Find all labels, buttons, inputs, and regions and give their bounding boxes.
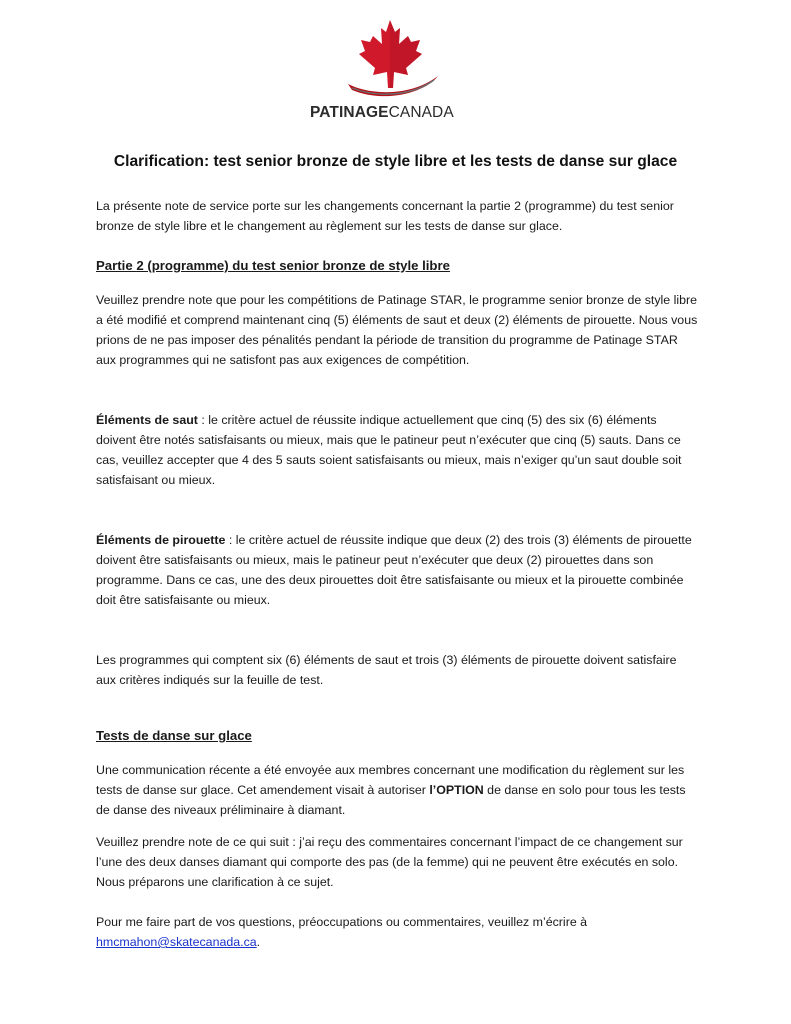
page-title: Clarification: test senior bronze de style libre et les tests de danse sur glace bbox=[113, 153, 678, 170]
requirements-paragraph: Les programmes qui comptent six (6) éléments de saut et trois (3) éléments de pirouette doivent satisfaire aux critères indiqués sur la feuille de test. bbox=[96, 653, 677, 687]
jumps-label: Éléments de saut bbox=[96, 413, 198, 427]
logo-wordmark bbox=[310, 104, 472, 122]
patinage-canada-logo bbox=[310, 18, 472, 122]
spins-text: : le critère actuel de réussite indique que deux (2) des trois (3) éléments de pirouette doivent être satisfaisants ou mieux, mais le patineur peut n’exécuter que deux (2) pirouettes dans son programme. Dans ce cas, une des deux pirouettes doit être satisfaisante ou mieux et la pirouette combinée doit être satisfaisante ou mieux. bbox=[96, 533, 692, 607]
spins-paragraph bbox=[96, 530, 698, 610]
contact-text-after: . bbox=[256, 935, 261, 949]
contact-email-link[interactable]: hmcmahon@skatecanada.ca bbox=[96, 935, 257, 949]
section-heading-dance: Tests de danse sur glace bbox=[96, 728, 252, 743]
logo-wordmark-light: CANADA bbox=[388, 104, 454, 121]
dance-amendment-paragraph bbox=[96, 760, 698, 820]
section-heading-freeskate: Partie 2 (programme) du test senior bronze de style libre bbox=[96, 258, 450, 273]
jumps-text: : le critère actuel de réussite indique actuellement que cinq (5) des six (6) éléments doivent être notés satisfaisants ou mieux, mais que le patineur peut n’exécuter que cinq (5) sauts. Dans ce cas, veuillez accepter que 4 des 5 sauts soient satisfaisants ou mieux, mais n’exiger qu’un saut double soit satisfaisant ou mieux. bbox=[96, 413, 682, 487]
jumps-paragraph bbox=[96, 410, 698, 490]
dance-amendment-text-before: Une communication récente a été envoyée aux membres concernant une modification du règlement sur les tests de danse sur glace. Cet amendement visait à autoriser bbox=[96, 763, 685, 797]
document-body bbox=[96, 196, 698, 952]
freeskate-paragraph: Veuillez prendre note que pour les compétitions de Patinage STAR, le programme senior bronze de style libre a été modifié et comprend maintenant cinq (5) éléments de saut et deux (2) éléments de pirouette. Nous vous prions de ne pas imposer des pénalités pendant la période de transition du programme de Patinage STAR aux programmes qui ne satisfont pas aux exigences de compétition. bbox=[96, 293, 698, 367]
maple-leaf-icon bbox=[342, 18, 442, 108]
dance-feedback-paragraph: Veuillez prendre note de ce qui suit : j’ai reçu des commentaires concernant l’impact de ce changement sur l’une des deux danses diamant qui comporte des pas (de la femme) qui ne peuvent être exécutés en solo. Nous préparons une clarification à ce sujet. bbox=[96, 835, 683, 889]
dance-amendment-text-after: de danse en solo pour tous les tests de danse des niveaux préliminaire à diamant. bbox=[96, 783, 686, 817]
logo-wordmark-strong: PATINAGE bbox=[310, 104, 389, 121]
contact-paragraph bbox=[96, 912, 698, 952]
contact-text-before: Pour me faire part de vos questions, préoccupations ou commentaires, veuillez m’écrire à bbox=[96, 915, 588, 929]
dance-option-label: l’OPTION bbox=[429, 783, 484, 797]
intro-paragraph: La présente note de service porte sur les changements concernant la partie 2 (programme) du test senior bronze de style libre et le changement au règlement sur les tests de danse sur glace. bbox=[96, 199, 674, 233]
spins-label: Éléments de pirouette bbox=[96, 533, 226, 547]
